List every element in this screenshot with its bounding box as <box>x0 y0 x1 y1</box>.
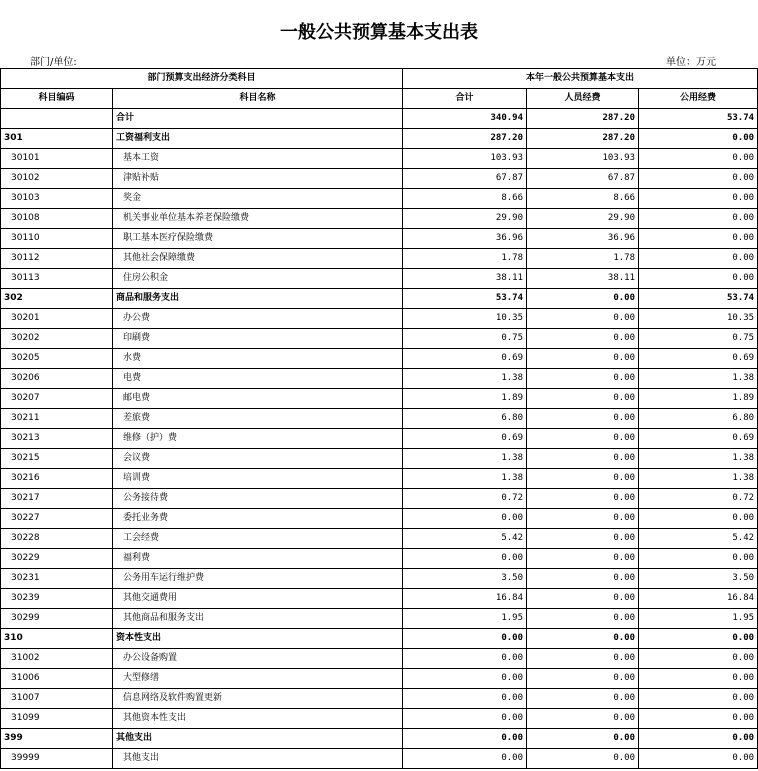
row-public: 0.00 <box>639 149 758 169</box>
row-public: 53.74 <box>639 289 758 309</box>
table-row <box>1 449 758 469</box>
row-code: 30217 <box>1 489 113 509</box>
row-total: 0.00 <box>403 729 527 749</box>
row-total: 0.00 <box>403 749 527 769</box>
row-code: 30213 <box>1 429 113 449</box>
row-name: 机关事业单位基本养老保险缴费 <box>113 209 403 229</box>
row-personnel: 0.00 <box>527 449 639 469</box>
row-total: 1.78 <box>403 249 527 269</box>
row-personnel: 0.00 <box>527 289 639 309</box>
table-row <box>1 509 758 529</box>
table-row <box>1 329 758 349</box>
row-personnel: 0.00 <box>527 749 639 769</box>
row-total: 1.89 <box>403 389 527 409</box>
row-total: 1.38 <box>403 369 527 389</box>
row-code: 30216 <box>1 469 113 489</box>
row-name: 工资福利支出 <box>113 129 403 149</box>
table-row <box>1 429 758 449</box>
row-name: 印刷费 <box>113 329 403 349</box>
table-row <box>1 369 758 389</box>
row-public: 0.00 <box>639 709 758 729</box>
row-name: 委托业务费 <box>113 509 403 529</box>
row-name: 公务接待费 <box>113 489 403 509</box>
row-total: 5.42 <box>403 529 527 549</box>
row-name: 基本工资 <box>113 149 403 169</box>
row-public: 0.00 <box>639 129 758 149</box>
row-personnel: 0.00 <box>527 549 639 569</box>
row-code <box>1 109 113 129</box>
row-personnel: 0.00 <box>527 509 639 529</box>
row-public: 3.50 <box>639 569 758 589</box>
table-row <box>1 549 758 569</box>
row-public: 1.38 <box>639 469 758 489</box>
row-code: 30202 <box>1 329 113 349</box>
row-total: 1.95 <box>403 609 527 629</box>
department-label: 部门/单位: <box>30 57 77 68</box>
header-group-left: 部门预算支出经济分类科目 <box>1 69 403 89</box>
row-total: 3.50 <box>403 569 527 589</box>
row-code: 30205 <box>1 349 113 369</box>
row-total: 0.00 <box>403 709 527 729</box>
header-name: 科目名称 <box>113 89 403 109</box>
row-personnel: 1.78 <box>527 249 639 269</box>
row-code: 31002 <box>1 649 113 669</box>
row-public: 0.00 <box>639 189 758 209</box>
row-code: 30110 <box>1 229 113 249</box>
row-personnel: 0.00 <box>527 429 639 449</box>
row-personnel: 0.00 <box>527 629 639 649</box>
row-code: 302 <box>1 289 113 309</box>
header-code: 科目编码 <box>1 89 113 109</box>
row-code: 30239 <box>1 589 113 609</box>
header-group-row <box>1 69 758 89</box>
table-row <box>1 389 758 409</box>
header-column-row <box>1 89 758 109</box>
row-public: 0.00 <box>639 749 758 769</box>
table-row <box>1 409 758 429</box>
row-name: 信息网络及软件购置更新 <box>113 689 403 709</box>
row-total: 340.94 <box>403 109 527 129</box>
row-total: 1.38 <box>403 449 527 469</box>
row-name: 办公设备购置 <box>113 649 403 669</box>
row-personnel: 8.66 <box>527 189 639 209</box>
row-personnel: 0.00 <box>527 729 639 749</box>
row-public: 0.00 <box>639 669 758 689</box>
row-personnel: 0.00 <box>527 309 639 329</box>
row-public: 0.00 <box>639 629 758 649</box>
row-personnel: 0.00 <box>527 369 639 389</box>
row-name: 合计 <box>113 109 403 129</box>
table-row <box>1 289 758 309</box>
table-row <box>1 729 758 749</box>
row-public: 6.80 <box>639 409 758 429</box>
row-total: 53.74 <box>403 289 527 309</box>
row-public: 0.00 <box>639 269 758 289</box>
row-total: 0.72 <box>403 489 527 509</box>
row-name: 其他支出 <box>113 729 403 749</box>
table-row <box>1 209 758 229</box>
row-name: 其他社会保障缴费 <box>113 249 403 269</box>
table-row <box>1 709 758 729</box>
table-row <box>1 169 758 189</box>
row-public: 0.00 <box>639 729 758 749</box>
row-code: 30101 <box>1 149 113 169</box>
row-name: 大型修缮 <box>113 669 403 689</box>
row-public: 53.74 <box>639 109 758 129</box>
table-row <box>1 309 758 329</box>
row-public: 0.00 <box>639 229 758 249</box>
row-public: 0.00 <box>639 689 758 709</box>
row-public: 1.95 <box>639 609 758 629</box>
row-total: 0.69 <box>403 349 527 369</box>
row-personnel: 0.00 <box>527 469 639 489</box>
table-row <box>1 269 758 289</box>
row-total: 103.93 <box>403 149 527 169</box>
row-personnel: 287.20 <box>527 129 639 149</box>
row-personnel: 0.00 <box>527 349 639 369</box>
row-name: 维修（护）费 <box>113 429 403 449</box>
row-personnel: 29.90 <box>527 209 639 229</box>
row-total: 0.75 <box>403 329 527 349</box>
row-total: 0.00 <box>403 669 527 689</box>
row-public: 16.84 <box>639 589 758 609</box>
row-public: 0.00 <box>639 169 758 189</box>
row-name: 水费 <box>113 349 403 369</box>
row-personnel: 0.00 <box>527 389 639 409</box>
row-code: 30206 <box>1 369 113 389</box>
row-name: 差旅费 <box>113 409 403 429</box>
table-row <box>1 609 758 629</box>
row-name: 资本性支出 <box>113 629 403 649</box>
table-row <box>1 349 758 369</box>
row-name: 福利费 <box>113 549 403 569</box>
row-code: 310 <box>1 629 113 649</box>
row-code: 30207 <box>1 389 113 409</box>
row-total: 8.66 <box>403 189 527 209</box>
row-code: 39999 <box>1 749 113 769</box>
row-code: 31006 <box>1 669 113 689</box>
row-total: 36.96 <box>403 229 527 249</box>
row-name: 其他交通费用 <box>113 589 403 609</box>
unit-label: 单位：万元 <box>666 57 716 68</box>
row-total: 0.00 <box>403 689 527 709</box>
row-personnel: 103.93 <box>527 149 639 169</box>
row-personnel: 0.00 <box>527 649 639 669</box>
row-total: 1.38 <box>403 469 527 489</box>
row-name: 奖金 <box>113 189 403 209</box>
row-public: 1.38 <box>639 449 758 469</box>
table-row <box>1 129 758 149</box>
row-public: 1.89 <box>639 389 758 409</box>
table-row <box>1 189 758 209</box>
row-personnel: 0.00 <box>527 569 639 589</box>
row-total: 0.69 <box>403 429 527 449</box>
row-total: 0.00 <box>403 629 527 649</box>
table-row <box>1 489 758 509</box>
row-total: 67.87 <box>403 169 527 189</box>
row-code: 31099 <box>1 709 113 729</box>
row-public: 0.00 <box>639 509 758 529</box>
row-public: 10.35 <box>639 309 758 329</box>
row-total: 16.84 <box>403 589 527 609</box>
table-row <box>1 109 758 129</box>
row-personnel: 0.00 <box>527 709 639 729</box>
row-total: 0.00 <box>403 509 527 529</box>
table-row <box>1 229 758 249</box>
header-personnel: 人员经费 <box>527 89 639 109</box>
table-row <box>1 629 758 649</box>
row-personnel: 0.00 <box>527 529 639 549</box>
row-code: 30228 <box>1 529 113 549</box>
row-personnel: 38.11 <box>527 269 639 289</box>
row-total: 38.11 <box>403 269 527 289</box>
row-code: 30102 <box>1 169 113 189</box>
row-name: 电费 <box>113 369 403 389</box>
row-public: 0.72 <box>639 489 758 509</box>
row-name: 公务用车运行维护费 <box>113 569 403 589</box>
row-name: 其他支出 <box>113 749 403 769</box>
row-personnel: 0.00 <box>527 689 639 709</box>
page-title: 一般公共预算基本支出表 <box>280 22 478 43</box>
row-public: 0.00 <box>639 249 758 269</box>
row-code: 30229 <box>1 549 113 569</box>
row-code: 30108 <box>1 209 113 229</box>
table-body <box>1 109 758 769</box>
row-code: 399 <box>1 729 113 749</box>
row-personnel: 0.00 <box>527 489 639 509</box>
table-row <box>1 689 758 709</box>
table-row <box>1 569 758 589</box>
row-code: 30215 <box>1 449 113 469</box>
table-row <box>1 529 758 549</box>
row-code: 30211 <box>1 409 113 429</box>
row-personnel: 0.00 <box>527 589 639 609</box>
table-row <box>1 249 758 269</box>
row-code: 30113 <box>1 269 113 289</box>
header-total: 合计 <box>403 89 527 109</box>
table-row <box>1 749 758 769</box>
row-total: 0.00 <box>403 649 527 669</box>
row-code: 31007 <box>1 689 113 709</box>
row-name: 津贴补贴 <box>113 169 403 189</box>
row-name: 职工基本医疗保险缴费 <box>113 229 403 249</box>
row-name: 商品和服务支出 <box>113 289 403 309</box>
row-code: 30227 <box>1 509 113 529</box>
row-total: 287.20 <box>403 129 527 149</box>
row-total: 0.00 <box>403 549 527 569</box>
row-public: 0.00 <box>639 549 758 569</box>
row-personnel: 0.00 <box>527 409 639 429</box>
row-name: 住房公积金 <box>113 269 403 289</box>
row-public: 0.69 <box>639 429 758 449</box>
row-personnel: 0.00 <box>527 609 639 629</box>
row-name: 其他商品和服务支出 <box>113 609 403 629</box>
row-code: 30103 <box>1 189 113 209</box>
header-public: 公用经费 <box>639 89 758 109</box>
row-personnel: 0.00 <box>527 329 639 349</box>
row-name: 培训费 <box>113 469 403 489</box>
row-name: 会议费 <box>113 449 403 469</box>
row-code: 301 <box>1 129 113 149</box>
row-public: 0.00 <box>639 649 758 669</box>
row-public: 0.00 <box>639 209 758 229</box>
row-total: 10.35 <box>403 309 527 329</box>
row-public: 0.75 <box>639 329 758 349</box>
budget-table <box>0 68 758 769</box>
row-total: 29.90 <box>403 209 527 229</box>
table-row <box>1 469 758 489</box>
table-row <box>1 149 758 169</box>
row-personnel: 287.20 <box>527 109 639 129</box>
table-row <box>1 669 758 689</box>
row-personnel: 67.87 <box>527 169 639 189</box>
row-code: 30299 <box>1 609 113 629</box>
table-row <box>1 649 758 669</box>
row-code: 30201 <box>1 309 113 329</box>
row-name: 邮电费 <box>113 389 403 409</box>
row-personnel: 36.96 <box>527 229 639 249</box>
row-name: 办公费 <box>113 309 403 329</box>
row-code: 30112 <box>1 249 113 269</box>
row-name: 工会经费 <box>113 529 403 549</box>
table-row <box>1 589 758 609</box>
row-public: 0.69 <box>639 349 758 369</box>
row-personnel: 0.00 <box>527 669 639 689</box>
row-code: 30231 <box>1 569 113 589</box>
header-group-right: 本年一般公共预算基本支出 <box>403 69 758 89</box>
row-total: 6.80 <box>403 409 527 429</box>
row-public: 1.38 <box>639 369 758 389</box>
row-public: 5.42 <box>639 529 758 549</box>
row-name: 其他资本性支出 <box>113 709 403 729</box>
